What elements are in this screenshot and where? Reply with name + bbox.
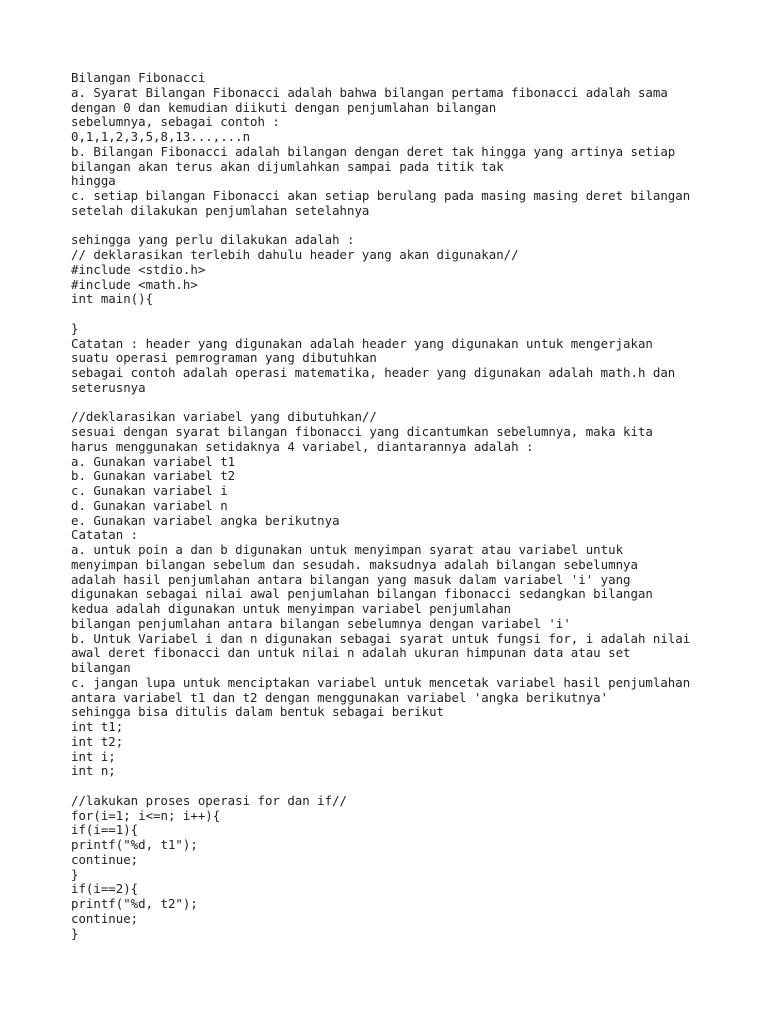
text-line: a. untuk poin a dan b digunakan untuk menyimpan syarat atau variabel untuk	[71, 543, 624, 557]
text-line: Catatan : header yang digunakan adalah header yang digunakan untuk mengerjakan	[71, 336, 653, 351]
text-line: seterusnya	[71, 380, 146, 395]
text-line: dengan 0 dan kemudian diikuti dengan penjumlahan bilangan	[71, 100, 497, 115]
text-line: a. Syarat Bilangan Fibonacci adalah bahwa bilangan pertama fibonacci adalah sama	[71, 85, 668, 100]
text-line: menyimpan bilangan sebelum dan sesudah. maksudnya adalah bilangan sebelumnya	[71, 557, 638, 572]
text-line: hingga	[71, 174, 116, 189]
text-line: digunakan sebagai nilai awal penjumlahan bilangan fibonacci sedangkan bilangan	[71, 587, 653, 602]
code-comment-line: //deklarasikan variabel yang dibutuhkan//	[71, 410, 377, 425]
text-line: c. setiap bilangan Fibonacci akan setiap berulang pada masing masing deret bilangan	[71, 189, 691, 203]
text-line: kedua adalah digunakan untuk menyimpan variabel penjumlahan	[71, 602, 512, 616]
blank-line	[71, 307, 728, 322]
code-line: if(i==1){	[71, 823, 139, 838]
code-line: continue;	[71, 911, 139, 926]
code-comment-line: //lakukan proses operasi for dan if//	[71, 793, 348, 808]
code-line: int n;	[71, 764, 116, 779]
blank-line	[71, 219, 728, 234]
text-line: sesuai dengan syarat bilangan fibonacci yang dicantumkan sebelumnya, maka kita	[71, 425, 653, 439]
text-line: antara variabel t1 dan t2 dengan menggunakan variabel 'angka berikutnya'	[71, 690, 609, 705]
text-line: bilangan	[71, 661, 131, 675]
code-line: #include <math.h>	[71, 277, 198, 292]
text-line: setelah dilakukan penjumlahan setelahnya	[71, 203, 370, 218]
text-line: sehingga bisa ditulis dalam bentuk sebagai berikut	[71, 705, 444, 720]
blank-line	[71, 396, 728, 411]
text-line: c. jangan lupa untuk menciptakan variabel untuk mencetak variabel hasil penjumlahan	[71, 675, 691, 690]
code-line: printf("%d, t2");	[71, 897, 198, 911]
code-line: #include <stdio.h>	[71, 262, 206, 277]
list-item: d. Gunakan variabel n	[71, 498, 228, 513]
code-line: }	[71, 321, 79, 336]
text-line: b. Bilangan Fibonacci adalah bilangan dengan deret tak hingga yang artinya setiap	[71, 144, 676, 159]
list-item: a. Gunakan variabel t1	[71, 454, 236, 469]
document-title: Bilangan Fibonacci	[71, 71, 206, 85]
text-line: sehingga yang perlu dilakukan adalah :	[71, 233, 355, 248]
list-item: c. Gunakan variabel i	[71, 484, 228, 498]
text-line: 0,1,1,2,3,5,8,13...,...n	[71, 130, 251, 144]
text-line: bilangan akan terus akan dijumlahkan sampai pada titik tak	[71, 159, 504, 174]
blank-line	[71, 779, 728, 794]
text-line: suatu operasi pemrograman yang dibutuhkan	[71, 351, 377, 366]
code-line: int main(){	[71, 292, 154, 307]
text-line: awal deret fibonacci dan untuk nilai n adalah ukuran himpunan data atau set	[71, 646, 631, 661]
code-line: }	[71, 867, 79, 882]
list-item: e. Gunakan variabel angka berikutnya	[71, 513, 340, 528]
code-line: }	[71, 926, 79, 941]
code-line: for(i=1; i<=n; i++){	[71, 808, 221, 823]
text-line: bilangan penjumlahan antara bilangan sebelumnya dengan variabel 'i'	[71, 616, 571, 631]
code-comment-line: // deklarasikan terlebih dahulu header yang akan digunakan//	[71, 248, 519, 262]
list-item: b. Gunakan variabel t2	[71, 469, 236, 484]
text-line: sebelumnya, sebagai contoh :	[71, 115, 280, 130]
text-line: b. Untuk Variabel i dan n digunakan sebagai syarat untuk fungsi for, i adalah nilai	[71, 631, 691, 646]
text-line: harus menggunakan setidaknya 4 variabel, diantarannya adalah :	[71, 439, 534, 454]
code-line: int i;	[71, 749, 116, 764]
code-line: printf("%d, t1");	[71, 838, 198, 852]
code-line: continue;	[71, 852, 139, 867]
text-line: Catatan :	[71, 528, 139, 543]
code-line: int t1;	[71, 720, 124, 734]
code-line: if(i==2){	[71, 882, 139, 897]
text-line: adalah hasil penjumlahan antara bilangan yang masuk dalam variabel 'i' yang	[71, 572, 631, 587]
code-line: int t2;	[71, 734, 124, 749]
text-line: sebagai contoh adalah operasi matematika, header yang digunakan adalah math.h dan	[71, 366, 676, 380]
